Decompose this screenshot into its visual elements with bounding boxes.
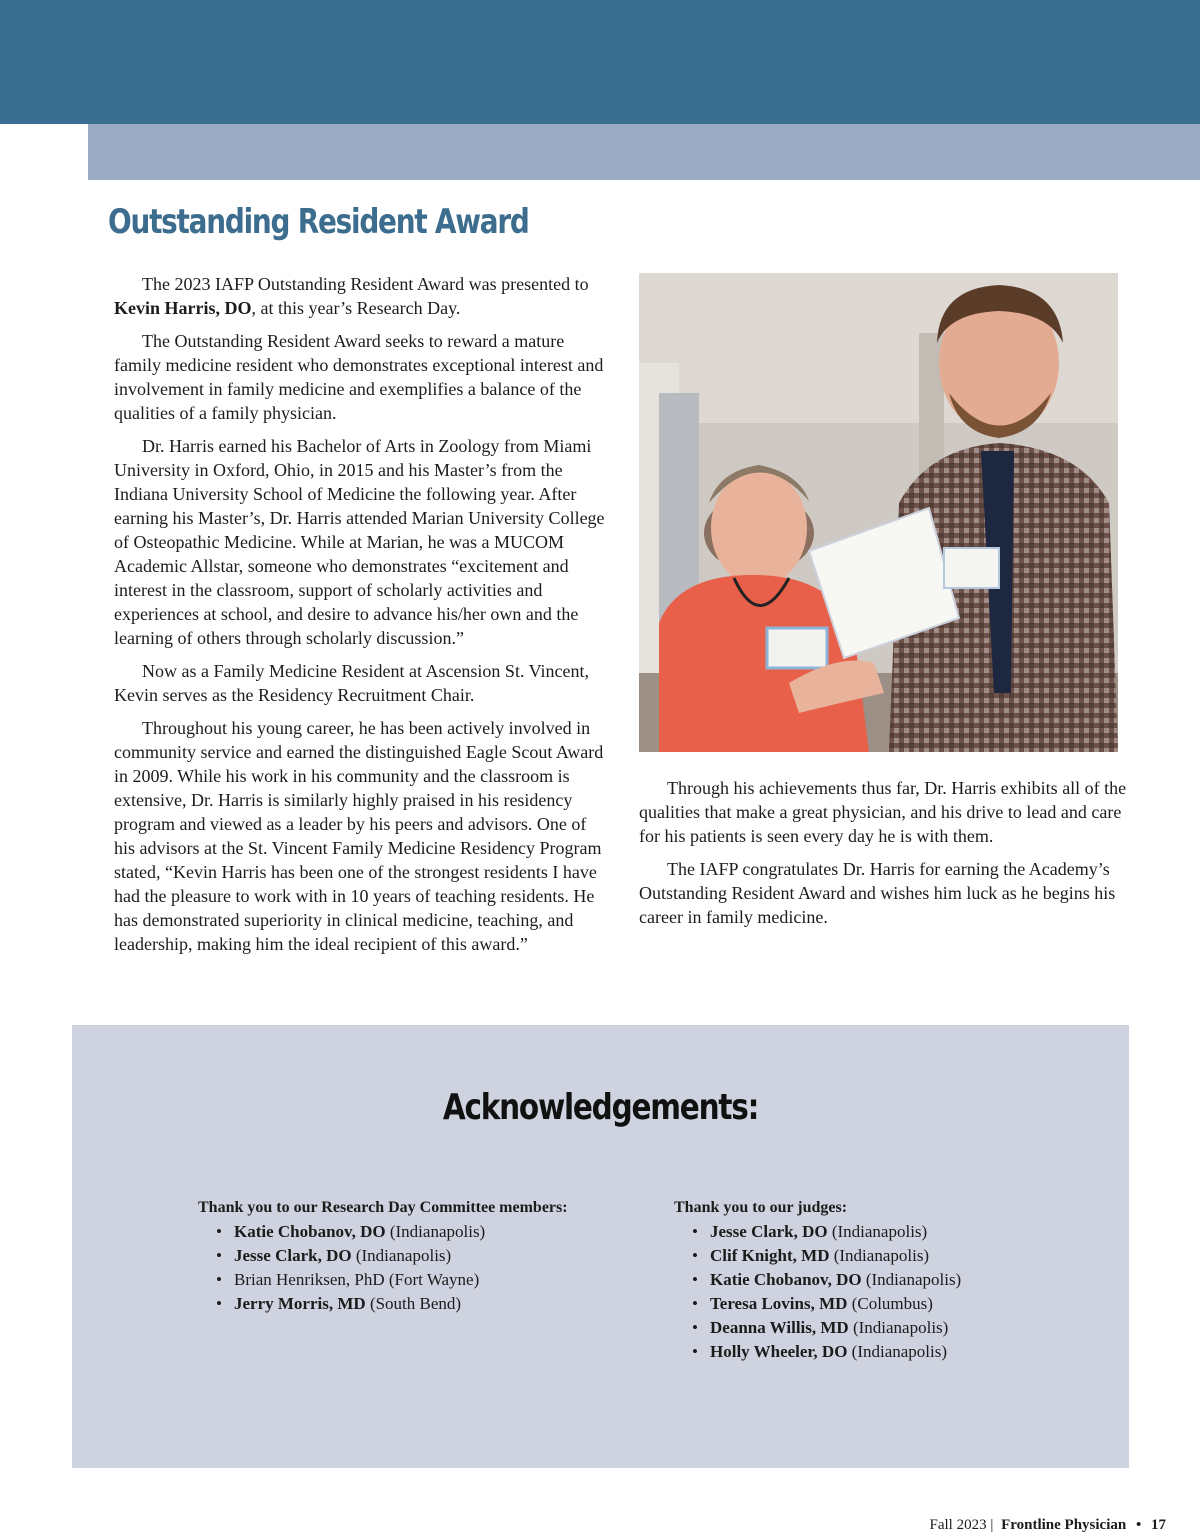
acknowledgements-title: Acknowledgements: [442, 1087, 759, 1128]
judges-section [674, 1197, 1094, 1364]
list-item: • Brian Henriksen, PhD (Fort Wayne) [216, 1268, 638, 1292]
article-right-column [639, 776, 1129, 938]
committee-list [198, 1220, 638, 1316]
footer-separator: • [1135, 1517, 1142, 1533]
list-item: • Katie Chobanov, DO (Indianapolis) [692, 1268, 1094, 1292]
award-photo-illustration [639, 273, 1118, 752]
list-item: • Jerry Morris, MD (South Bend) [216, 1292, 638, 1316]
committee-section [198, 1197, 638, 1316]
header-sub-band [88, 124, 1200, 180]
judges-heading: Thank you to our judges: [674, 1199, 848, 1216]
acknowledgements-panel [72, 1025, 1129, 1468]
committee-heading: Thank you to our Research Day Committee members: [198, 1199, 568, 1216]
list-item: • Clif Knight, MD (Indianapolis) [692, 1244, 1094, 1268]
footer-magazine: Frontline Physician [1001, 1517, 1127, 1533]
page-footer [929, 1517, 1166, 1534]
list-item: • Teresa Lovins, MD (Columbus) [692, 1292, 1094, 1316]
paragraph-community: Throughout his young career, he has been actively involved in community service and earned the distinguished Eagle Scout Award in 2009. While his work in his community and the classroom is extensive, Dr. Harris is similarly highly praised in his residency program and viewed as a leader by his peers and advisors. One of his advisors at the St. Vincent Family Medicine Residency Program stated, “Kevin Harris has been one of the strongest residents I have had the pleasure to work with in 10 years of teaching residents. He has demonstrated superiority in clinical medicine, teaching, and leadership, making him the ideal recipient of this award.” [114, 718, 604, 954]
page-number: 17 [1151, 1517, 1166, 1533]
list-item: • Jesse Clark, DO (Indianapolis) [692, 1220, 1094, 1244]
paragraph-award-purpose: The Outstanding Resident Award seeks to reward a mature family medicine resident who demonstrates exceptional interest and involvement in family medicine and exemplifies a balance of the qualities of a family physician. [114, 331, 604, 423]
paragraph-congratulations: The IAFP congratulates Dr. Harris for earning the Academy’s Outstanding Resident Award and wishes him luck as he begins his career in family medicine. [639, 859, 1116, 927]
article-title: Outstanding Resident Award [108, 202, 529, 242]
footer-issue: Fall 2023 | [929, 1517, 994, 1533]
award-photo [639, 273, 1118, 752]
paragraph-intro: The 2023 IAFP Outstanding Resident Award was presented to Kevin Harris, DO, at this year’s Research Day. [114, 274, 589, 318]
paragraph-education: Dr. Harris earned his Bachelor of Arts in Zoology from Miami University in Oxford, Ohio, in 2015 and his Master’s from the Indiana University School of Medicine the following year. After earning his Master’s, Dr. Harris attended Marian University College of Osteopathic Medicine. While at Marian, he was a MUCOM Academic Allstar, someone who demonstrates “excitement and interest in the classroom, support of scholarly activities and experiences at school, and desire to advance his/her own and the learning of others through scholarly discussion.” [114, 436, 605, 648]
judges-list [674, 1220, 1094, 1364]
recipient-name: Kevin Harris, DO [114, 298, 252, 318]
list-item: • Holly Wheeler, DO (Indianapolis) [692, 1340, 1094, 1364]
list-item: • Katie Chobanov, DO (Indianapolis) [216, 1220, 638, 1244]
article-left-column [114, 272, 606, 965]
header-band [0, 0, 1200, 124]
paragraph-achievements: Through his achievements thus far, Dr. Harris exhibits all of the qualities that make a great physician, and his drive to lead and care for his patients is seen every day he is with them. [639, 778, 1127, 846]
list-item: • Deanna Willis, MD (Indianapolis) [692, 1316, 1094, 1340]
list-item: • Jesse Clark, DO (Indianapolis) [216, 1244, 638, 1268]
paragraph-residency: Now as a Family Medicine Resident at Ascension St. Vincent, Kevin serves as the Residency Recruitment Chair. [114, 661, 590, 705]
